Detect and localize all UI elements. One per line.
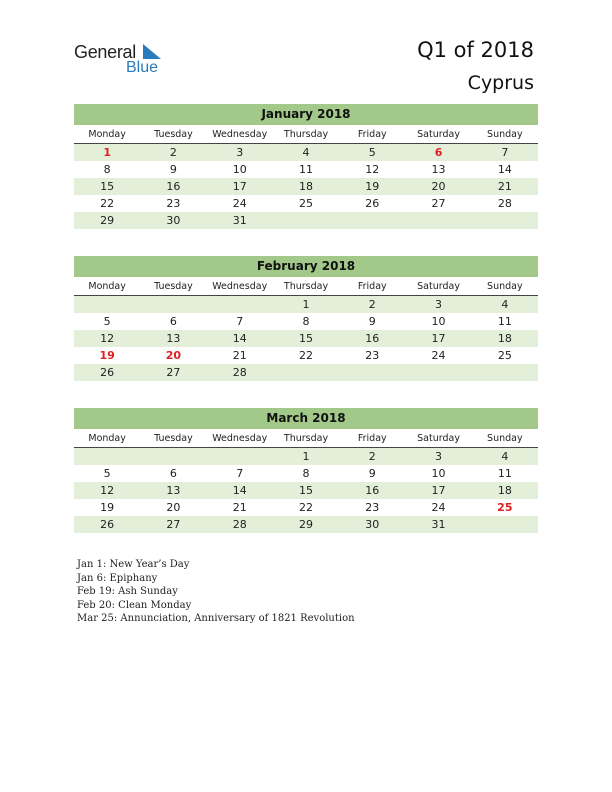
day-cell: 1 — [103, 146, 111, 159]
day-cell: 3 — [435, 298, 443, 311]
month-calendar-february — [74, 256, 538, 381]
weekday-label: Saturday — [417, 281, 460, 292]
day-cell: 24 — [232, 197, 247, 210]
week-row — [74, 364, 538, 381]
weekday-header-row — [74, 126, 538, 144]
day-cell: 24 — [431, 349, 446, 362]
day-cell: 15 — [100, 180, 115, 193]
day-cell: 18 — [497, 332, 512, 345]
day-cell: 8 — [302, 467, 310, 480]
day-cell: 28 — [497, 197, 512, 210]
day-cell: 1 — [302, 298, 310, 311]
day-cell: 5 — [103, 467, 111, 480]
day-cell: 22 — [298, 349, 313, 362]
page-title: Q1 of 2018 — [417, 38, 534, 62]
day-cell: 8 — [103, 163, 111, 176]
day-cell: 31 — [431, 518, 446, 531]
day-cell: 17 — [232, 180, 247, 193]
day-cell: 22 — [100, 197, 115, 210]
week-row — [74, 144, 538, 161]
week-row — [74, 516, 538, 533]
day-cell: 8 — [302, 315, 310, 328]
empty-day-cell — [339, 364, 405, 381]
week-row — [74, 465, 538, 482]
day-cell: 3 — [236, 146, 244, 159]
day-cell: 2 — [368, 450, 376, 463]
logo-text-general: General — [74, 42, 136, 62]
week-row — [74, 499, 538, 516]
day-cell: 4 — [302, 146, 310, 159]
day-cell: 21 — [497, 180, 512, 193]
weekday-label: Saturday — [417, 433, 460, 444]
weekday-label: Friday — [357, 433, 387, 444]
day-cell: 4 — [501, 298, 509, 311]
day-cell: 6 — [434, 146, 443, 159]
week-row — [74, 448, 538, 465]
weekday-label: Friday — [357, 281, 387, 292]
day-cell: 29 — [100, 214, 115, 227]
weekday-label: Thursday — [283, 281, 329, 292]
day-cell: 2 — [169, 146, 177, 159]
day-cell: 10 — [431, 467, 446, 480]
day-cell: 4 — [501, 450, 509, 463]
day-cell: 13 — [166, 484, 181, 497]
holiday-note: Feb 20: Clean Monday — [77, 599, 192, 611]
day-cell: 21 — [232, 349, 247, 362]
day-cell: 23 — [365, 501, 380, 514]
day-cell: 14 — [232, 332, 247, 345]
weekday-label: Sunday — [487, 281, 523, 292]
week-row — [74, 296, 538, 313]
week-row — [74, 330, 538, 347]
day-cell: 28 — [232, 518, 247, 531]
holiday-note: Jan 1: New Year’s Day — [77, 559, 190, 570]
day-cell: 23 — [166, 197, 181, 210]
holiday-list — [77, 558, 355, 626]
day-cell: 26 — [100, 518, 115, 531]
weekday-label: Thursday — [283, 129, 329, 140]
week-row — [74, 195, 538, 212]
day-cell: 20 — [431, 180, 446, 193]
day-cell: 9 — [169, 163, 177, 176]
day-cell: 30 — [365, 518, 380, 531]
day-cell: 12 — [100, 332, 115, 345]
month-title: March 2018 — [74, 408, 538, 429]
empty-day-cell — [74, 448, 140, 465]
holiday-note: Feb 19: Ash Sunday — [77, 586, 178, 598]
empty-day-cell — [472, 212, 538, 229]
day-cell: 1 — [302, 450, 310, 463]
week-row — [74, 482, 538, 499]
day-cell: 16 — [365, 484, 380, 497]
empty-day-cell — [140, 448, 206, 465]
day-cell: 6 — [169, 315, 177, 328]
empty-day-cell — [405, 212, 471, 229]
day-cell: 27 — [166, 366, 181, 379]
month-calendar-january — [74, 104, 538, 229]
day-cell: 9 — [368, 467, 376, 480]
weekday-label: Saturday — [417, 129, 460, 140]
day-cell: 19 — [99, 349, 115, 362]
weekday-label: Monday — [88, 129, 126, 140]
day-cell: 30 — [166, 214, 181, 227]
day-cell: 23 — [365, 349, 380, 362]
day-cell: 14 — [497, 163, 512, 176]
day-cell: 21 — [232, 501, 247, 514]
holiday-note: Jan 6: Epiphany — [77, 572, 158, 584]
day-cell: 6 — [169, 467, 177, 480]
weekday-label: Sunday — [487, 433, 523, 444]
day-cell: 20 — [165, 349, 182, 362]
day-cell: 13 — [431, 163, 446, 176]
day-cell: 20 — [166, 501, 181, 514]
weekday-label: Thursday — [283, 433, 329, 444]
day-cell: 7 — [501, 146, 509, 159]
day-cell: 12 — [365, 163, 380, 176]
empty-day-cell — [140, 296, 206, 313]
weekday-label: Wednesday — [212, 281, 268, 292]
day-cell: 3 — [435, 450, 443, 463]
empty-day-cell — [339, 212, 405, 229]
day-cell: 14 — [232, 484, 247, 497]
week-row — [74, 161, 538, 178]
empty-day-cell — [207, 448, 273, 465]
day-cell: 17 — [431, 332, 446, 345]
day-cell: 15 — [298, 332, 313, 345]
empty-day-cell — [207, 296, 273, 313]
weekday-label: Wednesday — [212, 129, 268, 140]
month-title: January 2018 — [74, 104, 538, 125]
day-cell: 27 — [166, 518, 181, 531]
weekday-header-row — [74, 430, 538, 448]
weekday-label: Monday — [88, 281, 126, 292]
month-calendar-march — [74, 408, 538, 533]
day-cell: 28 — [232, 366, 247, 379]
weekday-label: Tuesday — [154, 129, 193, 140]
weekday-label: Wednesday — [212, 433, 268, 444]
weekday-header-row — [74, 278, 538, 296]
day-cell: 16 — [365, 332, 380, 345]
logo-flag-icon — [141, 44, 163, 60]
day-cell: 26 — [100, 366, 115, 379]
day-cell: 11 — [497, 467, 512, 480]
weekday-label: Friday — [357, 129, 387, 140]
week-row — [74, 347, 538, 364]
day-cell: 10 — [232, 163, 247, 176]
week-row — [74, 178, 538, 195]
month-title: February 2018 — [74, 256, 538, 277]
day-cell: 19 — [365, 180, 380, 193]
day-cell: 7 — [236, 315, 244, 328]
empty-day-cell — [273, 212, 339, 229]
day-cell: 7 — [236, 467, 244, 480]
empty-day-cell — [472, 364, 538, 381]
empty-day-cell — [74, 296, 140, 313]
empty-day-cell — [273, 364, 339, 381]
holiday-note: Mar 25: Annunciation, Anniversary of 1821 Revolution — [77, 613, 355, 625]
day-cell: 18 — [497, 484, 512, 497]
week-row — [74, 313, 538, 330]
logo-text-blue: Blue — [126, 59, 159, 76]
weekday-label: Monday — [88, 433, 126, 444]
day-cell: 25 — [497, 501, 513, 514]
day-cell: 25 — [298, 197, 313, 210]
day-cell: 11 — [497, 315, 512, 328]
week-row — [74, 212, 538, 229]
day-cell: 11 — [298, 163, 313, 176]
day-cell: 18 — [298, 180, 313, 193]
day-cell: 12 — [100, 484, 115, 497]
day-cell: 24 — [431, 501, 446, 514]
weekday-label: Tuesday — [154, 281, 193, 292]
day-cell: 17 — [431, 484, 446, 497]
day-cell: 2 — [368, 298, 376, 311]
weekday-label: Tuesday — [154, 433, 193, 444]
day-cell: 16 — [166, 180, 181, 193]
day-cell: 5 — [368, 146, 376, 159]
country-name: Cyprus — [467, 72, 534, 94]
day-cell: 25 — [497, 349, 512, 362]
day-cell: 27 — [431, 197, 446, 210]
day-cell: 5 — [103, 315, 111, 328]
weekday-label: Sunday — [487, 129, 523, 140]
day-cell: 26 — [365, 197, 380, 210]
day-cell: 31 — [232, 214, 247, 227]
day-cell: 13 — [166, 332, 181, 345]
day-cell: 19 — [100, 501, 115, 514]
empty-day-cell — [472, 516, 538, 533]
day-cell: 10 — [431, 315, 446, 328]
day-cell: 15 — [298, 484, 313, 497]
day-cell: 22 — [298, 501, 313, 514]
day-cell: 29 — [298, 518, 313, 531]
day-cell: 9 — [368, 315, 376, 328]
empty-day-cell — [405, 364, 471, 381]
